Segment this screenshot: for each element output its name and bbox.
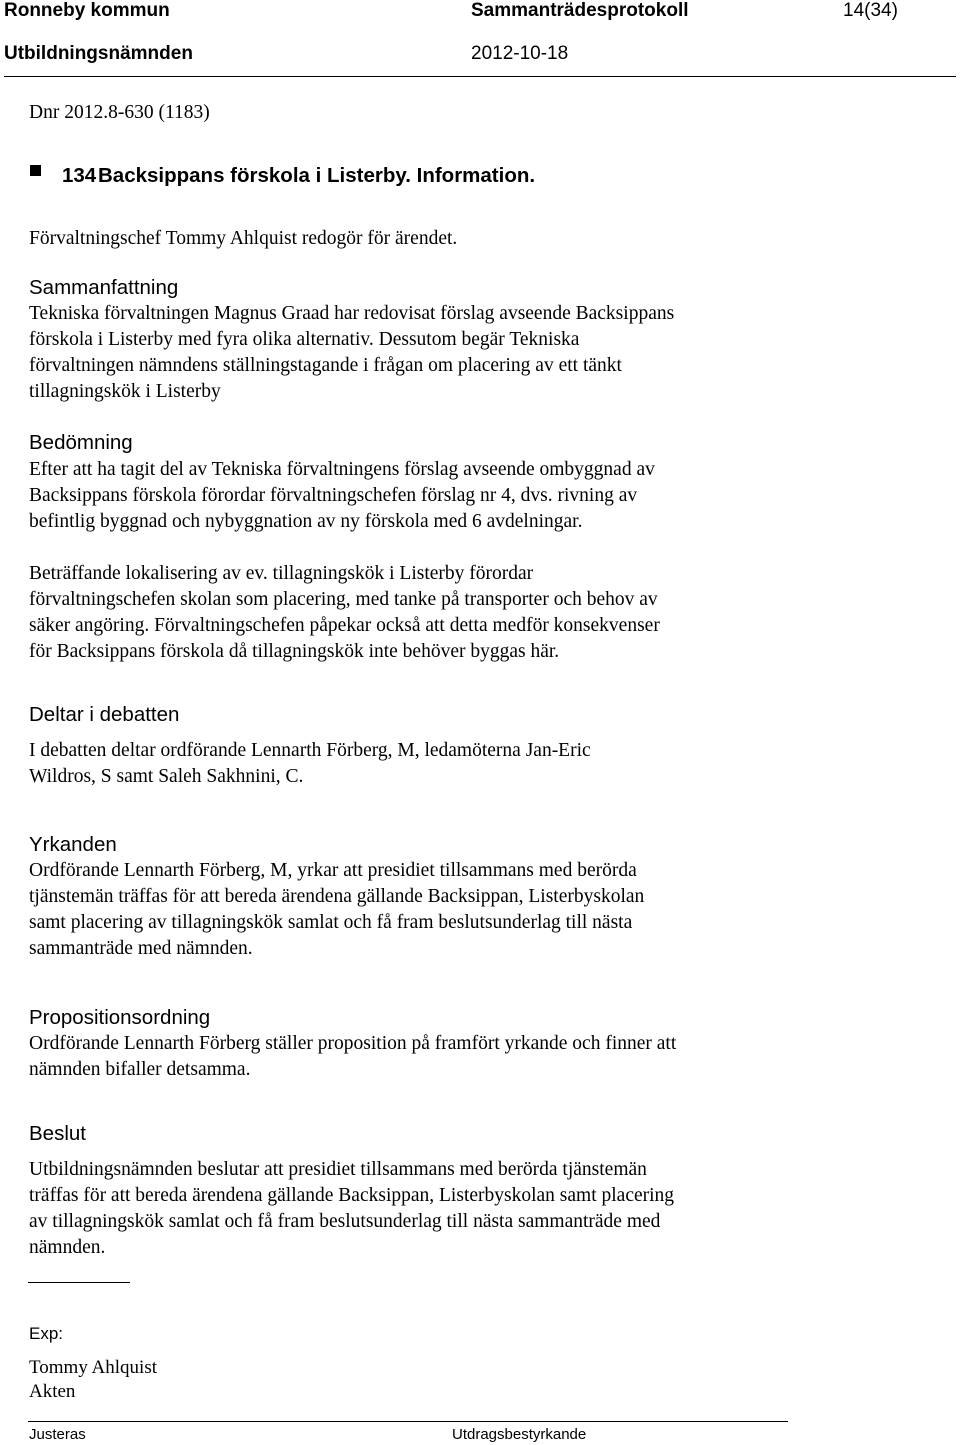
item-bullet-icon [30, 165, 41, 176]
bedomning-text-2 [29, 561, 929, 665]
beslut-text [29, 1157, 929, 1261]
text-line: samt placering av tillagningskök samlat och få fram beslutsunderlag till nästa [29, 912, 633, 933]
heading-debatt: Deltar i debatten [29, 703, 180, 726]
header-date: 2012-10-18 [471, 43, 569, 64]
debatt-text [29, 738, 929, 790]
yrkanden-text [29, 858, 929, 962]
text-line: förvaltningschefen skolan som placering, med tanke på transporter och behov av [29, 589, 658, 610]
text-line: Beträffande lokalisering av ev. tillagningskök i Listerby förordar [29, 563, 534, 584]
heading-sammanfattning: Sammanfattning [29, 276, 179, 299]
text-line: tjänstemän träffas för att bereda ärendena gällande Backsippan, Listerbyskolan [29, 886, 645, 907]
text-line: av tillagningskök samlat och få fram beslutsunderlag till nästa sammanträde med [29, 1211, 661, 1232]
footer-divider [28, 1421, 788, 1422]
case-number: Dnr 2012.8-630 (1183) [29, 102, 210, 123]
recipient: Tommy Ahlquist [29, 1357, 157, 1378]
header-doc-type: Sammanträdesprotokoll [471, 0, 689, 21]
recipient: Akten [29, 1381, 76, 1402]
text-line: Ordförande Lennarth Förberg, M, yrkar att presidiet tillsammans med berörda [29, 860, 637, 881]
footer-utdragsbestyrkande: Utdragsbestyrkande [452, 1426, 587, 1443]
text-line: befintlig byggnad och nybyggnation av ny förskola med 6 avdelningar. [29, 511, 583, 532]
header-municipality: Ronneby kommun [4, 0, 170, 21]
heading-yrkanden: Yrkanden [29, 833, 117, 856]
propositionsordning-text [29, 1031, 929, 1083]
text-line: sammanträde med nämnden. [29, 938, 253, 959]
intro-text: Förvaltningschef Tommy Ahlquist redogör för ärendet. [29, 228, 458, 249]
text-line: Tekniska förvaltningen Magnus Graad har redovisat förslag avseende Backsippans [29, 303, 675, 324]
header-committee: Utbildningsnämnden [4, 43, 193, 64]
text-line: Ordförande Lennarth Förberg ställer proposition på framfört yrkande och finner att [29, 1033, 677, 1054]
text-line: I debatten deltar ordförande Lennarth Förberg, M, ledamöterna Jan-Eric [29, 740, 591, 761]
text-line: tillagningskök i Listerby [29, 381, 221, 402]
text-line: förskola i Listerby med fyra olika alternativ. Dessutom begär Tekniska [29, 329, 580, 350]
bedomning-text [29, 457, 929, 535]
item-title: Backsippans förskola i Listerby. Information. [98, 164, 536, 187]
text-line: nämnden bifaller detsamma. [29, 1059, 251, 1080]
heading-propositionsordning: Propositionsordning [29, 1006, 211, 1029]
text-line: träffas för att bereda ärendena gällande Backsippan, Listerbyskolan samt placering [29, 1185, 675, 1206]
text-line: förvaltningen nämndens ställningstagande i frågan om placering av ett tänkt [29, 355, 622, 376]
sammanfattning-text [29, 301, 929, 405]
item-number: 134 [62, 164, 97, 187]
signature-rule [28, 1282, 130, 1283]
text-line: Backsippans förskola förordar förvaltningschefen förslag nr 4, dvs. rivning av [29, 485, 638, 506]
header-divider [4, 76, 956, 77]
text-line: för Backsippans förskola då tillagningskök inte behöver byggas här. [29, 641, 560, 662]
footer-justeras: Justeras [29, 1426, 86, 1443]
text-line: nämnden. [29, 1237, 106, 1258]
expedition-label: Exp: [29, 1324, 64, 1343]
heading-bedomning: Bedömning [29, 431, 133, 454]
heading-beslut: Beslut [29, 1122, 86, 1145]
expedition-recipients [29, 1356, 929, 1404]
text-line: Efter att ha tagit del av Tekniska förvaltningens förslag avseende ombyggnad av [29, 459, 655, 480]
text-line: säker angöring. Förvaltningschefen påpekar också att detta medför konsekvenser [29, 615, 660, 636]
text-line: Wildros, S samt Saleh Sakhnini, C. [29, 766, 304, 787]
header-page-number: 14(34) [843, 0, 898, 21]
text-line: Utbildningsnämnden beslutar att presidiet tillsammans med berörda tjänstemän [29, 1159, 647, 1180]
